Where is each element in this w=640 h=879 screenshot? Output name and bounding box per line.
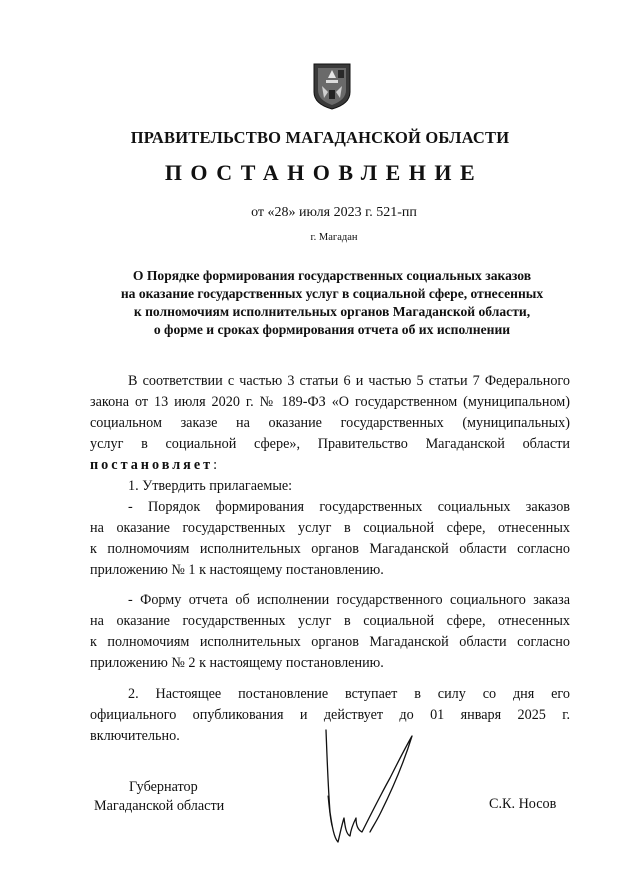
title-line: о форме и сроках формирования отчета об их исполнении [153, 322, 511, 337]
clause-2-line: включительно. [90, 728, 180, 744]
clause-1-item-1-line: - Порядок формирования государственных социальных заказов [128, 499, 570, 515]
clause-1-item-1-line: на оказание государственных услуг в социальной сфере, отнесенных [90, 520, 570, 536]
preamble-line: закона от 13 июля 2020 г. № 189-ФЗ «О государственном (муниципальном) [90, 394, 570, 410]
clause-2-line: 2. Настоящее постановление вступает в силу со дня его [128, 686, 570, 702]
position-line: Губернатор [129, 779, 198, 795]
preamble-line: социальном заказе на оказание государственных (муниципальных) [90, 415, 570, 431]
clause-1-item-2-line: - Форму отчета об исполнении государственного социального заказа [128, 592, 570, 608]
city: г. Магадан [310, 232, 358, 243]
resolve-line [90, 455, 570, 476]
resolve-colon: : [213, 457, 218, 473]
title-line: к полномочиям исполнительных органов Магаданской области, [133, 304, 531, 319]
clause-1-heading: 1. Утвердить прилагаемые: [128, 478, 293, 494]
clause-1-item-1-line: к полномочиям исполнительных органов Магаданской области согласно [90, 541, 570, 557]
title-line: на оказание государственных услуг в социальной сфере, отнесенных [120, 286, 544, 301]
position-line: Магаданской области [94, 798, 225, 814]
coat-of-arms-emblem [312, 62, 352, 110]
preamble-line: В соответствии с частью 3 статьи 6 и частью 5 статьи 7 Федерального [128, 373, 570, 389]
signatory-name: С.К. Носов [489, 796, 557, 812]
title-line: О Порядке формирования государственных социальных заказов [132, 268, 532, 283]
signatory-position [94, 778, 224, 816]
handwritten-signature [318, 726, 418, 854]
clause-1-item-2-line: к полномочиям исполнительных органов Магаданской области согласно [90, 634, 570, 650]
clause-2-line: официального опубликования и действует до 01 января 2025 г. [90, 707, 570, 723]
resolve-word: постановляет [90, 457, 214, 473]
clause-1-item-2-line: приложению № 2 к настоящему постановлению. [90, 655, 384, 671]
clause-1-item-1-line: приложению № 1 к настоящему постановлению. [90, 562, 384, 578]
document-title [0, 267, 640, 339]
date-and-number: от «28» июля 2023 г. 521-пп [251, 205, 417, 220]
preamble-paragraph [90, 371, 570, 476]
document-type: ПОСТАНОВЛЕНИЕ [164, 160, 484, 185]
clause-1-item-2-line: на оказание государственных услуг в социальной сфере, отнесенных [90, 613, 570, 629]
preamble-line: услуг в социальной сфере», Правительство Магаданской области [90, 436, 570, 452]
clause-1 [90, 476, 570, 581]
clause-1-item-2 [90, 590, 570, 674]
government-name: ПРАВИТЕЛЬСТВО МАГАДАНСКОЙ ОБЛАСТИ [130, 128, 510, 147]
